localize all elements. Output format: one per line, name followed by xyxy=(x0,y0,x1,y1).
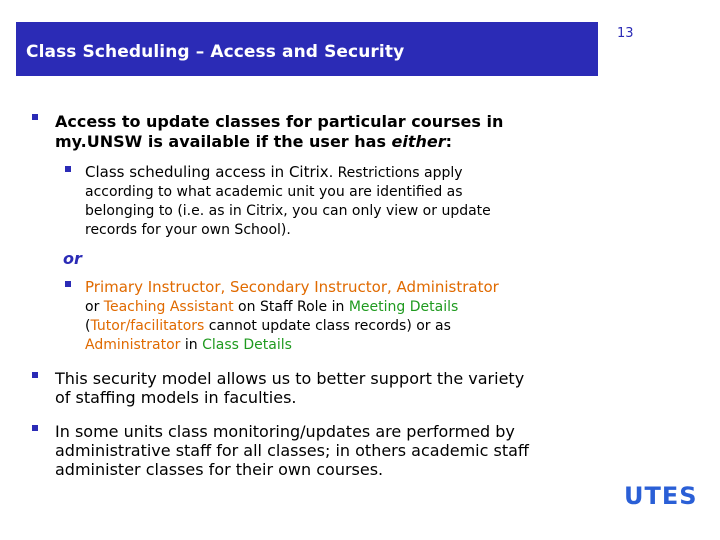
bullet-access-update xyxy=(55,112,503,152)
bullet-square-icon xyxy=(32,114,38,120)
bullet-line: my.UNSW is available if the user has either: xyxy=(55,132,453,151)
title-bar xyxy=(16,22,598,76)
sub-bullet-square-icon xyxy=(65,281,71,287)
bullet-class-monitoring: In some units class monitoring/updates are performed by administrative staff for all classes; in others academic staff administer classes for their own courses. xyxy=(55,422,529,479)
bullet-line: Access to update classes for particular courses in xyxy=(55,112,504,131)
page-number: 13 xyxy=(617,26,634,41)
bullet-square-icon xyxy=(32,372,38,378)
sub-bullet-square-icon xyxy=(65,166,71,172)
bullet-security-model: This security model allows us to better support the variety of staffing models in faculties. xyxy=(55,369,525,407)
sub-bullet-citrix: Class scheduling access in Citrix. Restrictions apply according to what academic unit you are identified as belonging to (i.e. as in Citrix, you can only view or update records for your own School). xyxy=(85,163,491,238)
slide-title: Class Scheduling – Access and Security xyxy=(26,42,405,62)
or-connector: or xyxy=(63,249,82,268)
sub-bullet-roles: Primary Instructor, Secondary Instructor, Administrator or Teaching Assistant on Staff Role in Meeting Details (Tutor/facilitators cannot update class records) or as Administrator in Class Details xyxy=(85,278,499,353)
utes-logo: UTES xyxy=(624,482,698,510)
bullet-square-icon xyxy=(32,425,38,431)
